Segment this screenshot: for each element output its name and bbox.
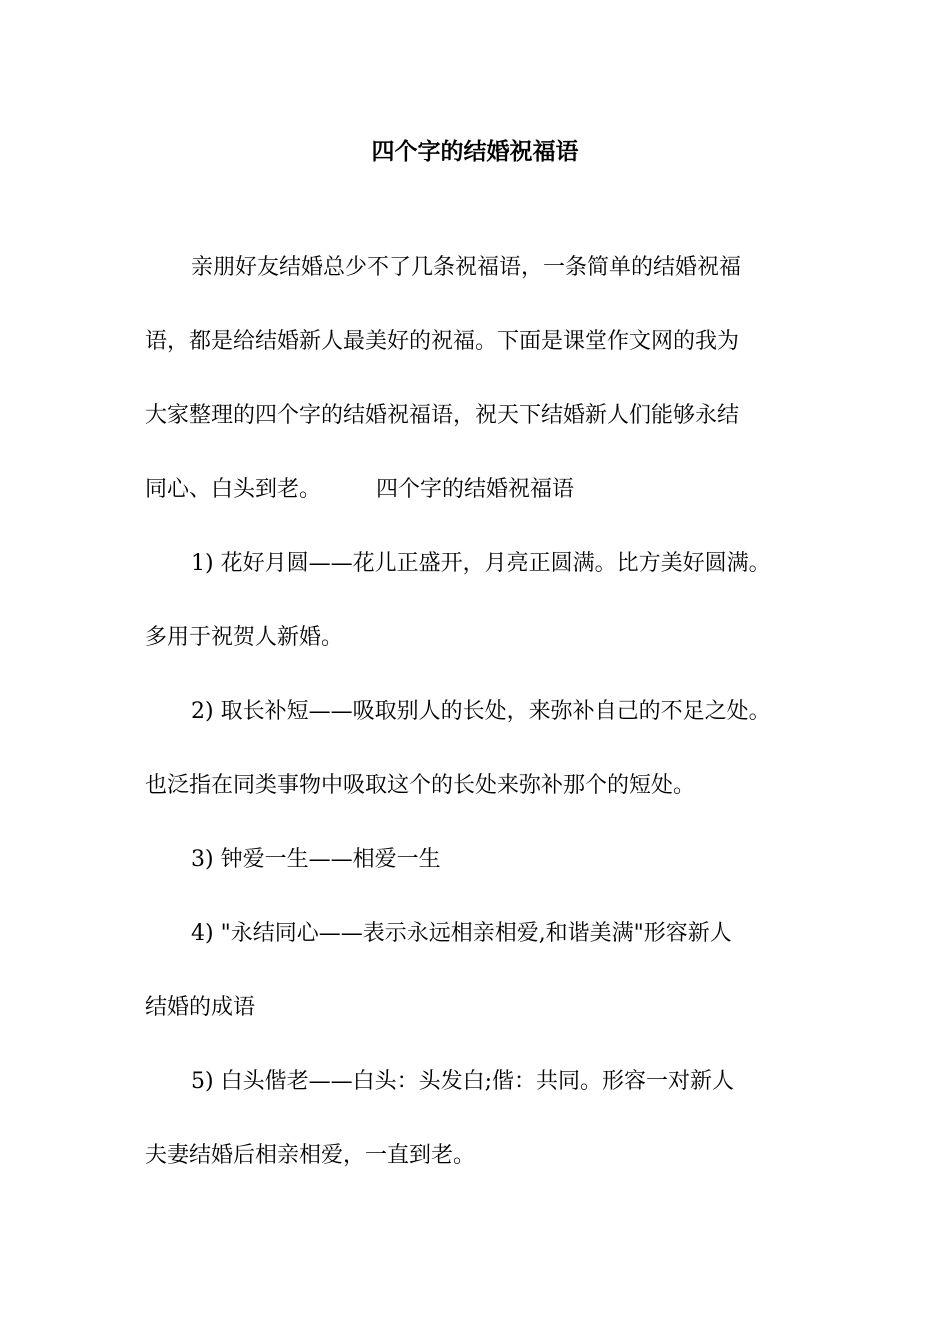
list-item-line: 也泛指在同类事物中吸取这个的长处来弥补那个的短处。 bbox=[145, 773, 696, 798]
list-item-line: 1) 花好月圆——花儿正盛开，月亮正圆满。比方美好圆满。 bbox=[191, 551, 771, 576]
list-item-line: 5) 白头偕老——白头：头发白;偕：共同。形容一对新人 bbox=[191, 1069, 734, 1094]
paragraph-line: 大家整理的四个字的结婚祝福语，祝天下结婚新人们能够永结 bbox=[145, 403, 740, 428]
list-item-line: 多用于祝贺人新婚。 bbox=[145, 625, 344, 650]
list-item-line: 2) 取长补短——吸取别人的长处，来弥补自己的不足之处。 bbox=[191, 699, 771, 724]
list-item-line: 夫妻结婚后相亲相爱，一直到老。 bbox=[145, 1143, 476, 1168]
document-title: 四个字的结婚祝福语 bbox=[371, 139, 579, 165]
list-item-line: 结婚的成语 bbox=[145, 995, 256, 1020]
paragraph-line: 语，都是给结婚新人最美好的祝福。下面是课堂作文网的我为 bbox=[145, 329, 740, 354]
paragraph-line: 亲朋好友结婚总少不了几条祝福语，一条简单的结婚祝福 bbox=[191, 255, 742, 280]
list-item-line: 4) "永结同心——表示永远相亲相爱,和谐美满"形容新人 bbox=[191, 921, 732, 946]
paragraph-line: 同心、白头到老。 四个字的结婚祝福语 bbox=[145, 477, 575, 502]
list-item-line: 3) 钟爱一生——相爱一生 bbox=[191, 847, 441, 872]
